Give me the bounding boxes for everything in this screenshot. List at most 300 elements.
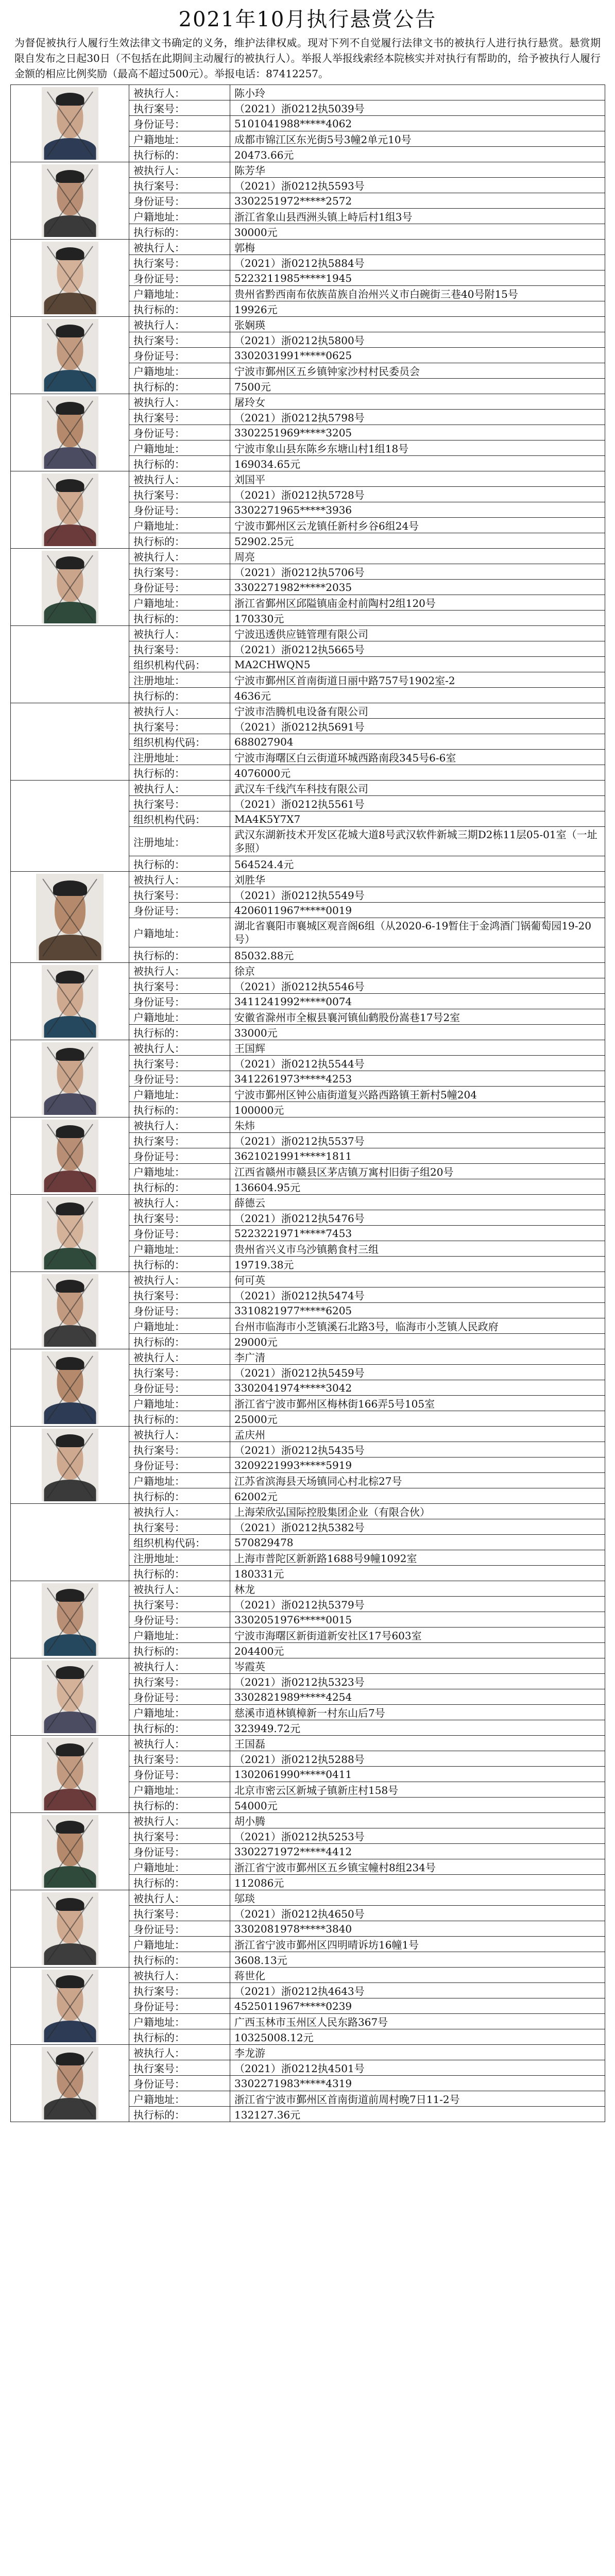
field-value-name: 张娴瑛 bbox=[230, 317, 605, 332]
field-label: 注册地址： bbox=[129, 672, 230, 688]
field-value-case: （2021）浙0212执5323号 bbox=[230, 1674, 605, 1689]
field-value-name: 刘胜华 bbox=[230, 872, 605, 887]
field-value-addr: 上海市普陀区新新路1688号9幢1092室 bbox=[230, 1550, 605, 1566]
field-label: 被执行人： bbox=[129, 872, 230, 887]
field-label: 注册地址： bbox=[129, 827, 230, 856]
field-value-addr: 浙江省象山县西洲头镇上峙后村1组3号 bbox=[230, 209, 605, 224]
field-label: 执行案号： bbox=[129, 1906, 230, 1921]
field-label: 户籍地址： bbox=[129, 363, 230, 379]
field-label: 执行标的： bbox=[129, 1798, 230, 1813]
field-value-addr: 浙江省宁波市鄞州区五乡镇宝幢村8组234号 bbox=[230, 1859, 605, 1875]
person-photo bbox=[42, 1970, 98, 2042]
field-label: 身份证号： bbox=[129, 994, 230, 1009]
photo-cell bbox=[11, 1040, 129, 1117]
record-row bbox=[11, 963, 605, 978]
field-value-amount: 25000元 bbox=[230, 1411, 605, 1427]
field-label: 身份证号： bbox=[129, 1380, 230, 1396]
field-value-id: 3302271965*****3936 bbox=[230, 502, 605, 518]
field-value-id: 3302031991*****0625 bbox=[230, 348, 605, 363]
field-value-name: 王国磊 bbox=[230, 1736, 605, 1751]
field-value-amount: 19926元 bbox=[230, 301, 605, 317]
field-label: 身份证号： bbox=[129, 270, 230, 286]
photo-cell bbox=[11, 872, 129, 963]
photo-hair bbox=[56, 2053, 84, 2065]
field-value-name: 屠玲女 bbox=[230, 394, 605, 410]
field-label: 执行标的： bbox=[129, 765, 230, 781]
photo-hair bbox=[56, 1821, 84, 1834]
field-value-case: （2021）浙0212执5665号 bbox=[230, 641, 605, 657]
person-photo bbox=[42, 87, 98, 160]
field-value-case: （2021）浙0212执4650号 bbox=[230, 1906, 605, 1921]
field-label: 被执行人： bbox=[129, 471, 230, 487]
field-value-org: MA2CHWQN5 bbox=[230, 657, 605, 672]
photo-hair bbox=[56, 1589, 84, 1602]
field-label: 身份证号： bbox=[129, 116, 230, 131]
field-label: 身份证号： bbox=[129, 2076, 230, 2091]
field-value-addr: 江西省赣州市赣县区茅店镇万寓村旧街子组20号 bbox=[230, 1164, 605, 1179]
field-label: 户籍地址： bbox=[129, 1473, 230, 1488]
photo-cell-empty bbox=[11, 703, 129, 781]
field-value-addr: 武汉东湖新技术开发区花城大道8号武汉软件新城三期D2栋11层05-01室（一址多照） bbox=[230, 827, 605, 856]
field-label: 被执行人： bbox=[129, 549, 230, 564]
field-label: 执行标的： bbox=[129, 1025, 230, 1040]
field-value-id: 3412261973*****4253 bbox=[230, 1071, 605, 1087]
person-photo bbox=[42, 1815, 98, 1888]
record-row bbox=[11, 1272, 605, 1287]
person-photo bbox=[42, 1197, 98, 1269]
field-value-amount: 112086元 bbox=[230, 1875, 605, 1890]
field-value-addr: 宁波市鄞州区首南街道日丽中路757号1902室-2 bbox=[230, 672, 605, 688]
field-value-addr: 宁波市海曙区新街道新安社区17号603室 bbox=[230, 1628, 605, 1643]
field-label: 户籍地址： bbox=[129, 1318, 230, 1334]
field-value-id: 3302081978*****3840 bbox=[230, 1921, 605, 1937]
field-label: 执行标的： bbox=[129, 1643, 230, 1658]
field-value-id: 4525011967*****0239 bbox=[230, 1998, 605, 2014]
photo-hair bbox=[56, 556, 84, 569]
field-value-id: 5101041988*****4062 bbox=[230, 116, 605, 131]
field-label: 执行案号： bbox=[129, 796, 230, 811]
field-label: 身份证号： bbox=[129, 348, 230, 363]
field-value-id: 5223211985*****1945 bbox=[230, 270, 605, 286]
field-label: 被执行人： bbox=[129, 1272, 230, 1287]
field-label: 户籍地址： bbox=[129, 2014, 230, 2029]
field-label: 执行案号： bbox=[129, 1133, 230, 1148]
field-value-name: 薛德云 bbox=[230, 1195, 605, 1210]
field-value-addr: 浙江省宁波市鄞州区首南街道前周村晚7日11-2号 bbox=[230, 2091, 605, 2107]
field-label: 身份证号： bbox=[129, 1148, 230, 1164]
field-value-org: MA4K5Y7X7 bbox=[230, 811, 605, 827]
record-row bbox=[11, 162, 605, 178]
person-photo bbox=[36, 874, 104, 960]
field-label: 执行案号： bbox=[129, 487, 230, 502]
photo-hair bbox=[56, 1434, 84, 1447]
field-value-amount: 180331元 bbox=[230, 1566, 605, 1581]
field-value-name: 邬琰 bbox=[230, 1890, 605, 1906]
field-value-addr: 宁波市鄞州区五乡镇钟家沙村村民委员会 bbox=[230, 363, 605, 379]
field-value-id: 3209221993*****5919 bbox=[230, 1458, 605, 1473]
photo-cell bbox=[11, 1349, 129, 1427]
field-label: 户籍地址： bbox=[129, 518, 230, 533]
photo-hair bbox=[56, 93, 84, 106]
field-label: 执行案号： bbox=[129, 178, 230, 193]
photo-hair bbox=[56, 1743, 84, 1756]
field-value-addr: 贵州省兴义市乌沙镇鹅食村三组 bbox=[230, 1241, 605, 1257]
photo-cell bbox=[11, 471, 129, 549]
photo-cell bbox=[11, 963, 129, 1040]
field-value-name: 上海荣欣弘国际控股集团企业（有限合伙） bbox=[230, 1504, 605, 1519]
intro-text: 为督促被执行人履行生效法律文书确定的义务，维护法律权威。现对下列不自觉履行法律文书的被执行人进行执行悬赏。悬赏期限自发布之日起30日（不包括在此期间主动履行的被执行人）。举报人举报线索经本院核实并对执行有帮助的，给予被执行人履行金额的相应比例奖励（最高不超过500元）。举报电话：87412257。 bbox=[14, 37, 601, 80]
field-label: 被执行人： bbox=[129, 240, 230, 255]
field-label: 执行标的： bbox=[129, 688, 230, 703]
field-value-name: 徐京 bbox=[230, 963, 605, 978]
field-value-addr: 北京市密云区新城子镇新庄村158号 bbox=[230, 1782, 605, 1798]
field-value-id: 1302061990*****0411 bbox=[230, 1767, 605, 1782]
field-label: 被执行人： bbox=[129, 1968, 230, 1983]
field-label: 执行案号： bbox=[129, 978, 230, 994]
record-row bbox=[11, 85, 605, 100]
field-label: 执行标的： bbox=[129, 456, 230, 471]
field-label: 身份证号： bbox=[129, 580, 230, 595]
person-photo bbox=[42, 473, 98, 546]
field-value-name: 王国辉 bbox=[230, 1040, 605, 1056]
person-photo bbox=[42, 551, 98, 623]
field-value-addr: 慈溪市逍林镇樟新一村东山后7号 bbox=[230, 1705, 605, 1720]
field-label: 注册地址： bbox=[129, 1550, 230, 1566]
field-value-addr: 成都市锦江区东光街5号3幢2单元10号 bbox=[230, 131, 605, 147]
field-value-case: （2021）浙0212执5593号 bbox=[230, 178, 605, 193]
field-label: 注册地址： bbox=[129, 750, 230, 765]
field-value-name: 周亮 bbox=[230, 549, 605, 564]
field-value-addr: 安徽省滁州市全椒县襄河镇仙鹤股份嵩巷17号2室 bbox=[230, 1009, 605, 1025]
field-value-amount: 20473.66元 bbox=[230, 147, 605, 162]
field-value-case: （2021）浙0212执5474号 bbox=[230, 1287, 605, 1303]
record-row bbox=[11, 1968, 605, 1983]
field-value-case: （2021）浙0212执5253号 bbox=[230, 1828, 605, 1844]
field-value-amount: 62002元 bbox=[230, 1488, 605, 1504]
field-value-id: 4206011967*****0019 bbox=[230, 903, 605, 918]
field-value-org: 570829478 bbox=[230, 1535, 605, 1550]
photo-hair bbox=[56, 1125, 84, 1138]
photo-hair bbox=[56, 325, 84, 337]
field-label: 户籍地址： bbox=[129, 2091, 230, 2107]
person-photo bbox=[42, 1429, 98, 1501]
field-label: 执行标的： bbox=[129, 1334, 230, 1349]
field-label: 被执行人： bbox=[129, 1195, 230, 1210]
field-label: 执行案号： bbox=[129, 1365, 230, 1380]
field-value-amount: 29000元 bbox=[230, 1334, 605, 1349]
photo-hair bbox=[56, 1280, 84, 1293]
field-value-id: 3310821977*****6205 bbox=[230, 1303, 605, 1318]
field-value-id: 3302041974*****3042 bbox=[230, 1380, 605, 1396]
person-photo bbox=[42, 1042, 98, 1115]
field-label: 身份证号： bbox=[129, 1458, 230, 1473]
field-label: 执行标的： bbox=[129, 301, 230, 317]
field-label: 户籍地址： bbox=[129, 918, 230, 947]
record-row bbox=[11, 781, 605, 796]
field-value-addr: 宁波市海曙区白云街道环城西路南段345号6-6室 bbox=[230, 750, 605, 765]
photo-cell bbox=[11, 317, 129, 394]
field-label: 执行案号： bbox=[129, 1983, 230, 1998]
record-row bbox=[11, 1117, 605, 1133]
field-label: 执行标的： bbox=[129, 2107, 230, 2122]
photo-cell bbox=[11, 1968, 129, 2045]
field-label: 执行案号： bbox=[129, 1287, 230, 1303]
field-value-id: 3302251972*****2572 bbox=[230, 193, 605, 209]
field-value-addr: 浙江省宁波市鄞州区四明晴诉坊16幢1号 bbox=[230, 1937, 605, 1952]
field-label: 执行标的： bbox=[129, 1179, 230, 1195]
field-value-name: 何可英 bbox=[230, 1272, 605, 1287]
field-value-case: （2021）浙0212执5800号 bbox=[230, 332, 605, 348]
notice-table bbox=[10, 84, 605, 2122]
field-value-case: （2021）浙0212执5798号 bbox=[230, 410, 605, 425]
field-value-amount: 10325008.12元 bbox=[230, 2029, 605, 2045]
photo-cell bbox=[11, 162, 129, 240]
field-label: 执行案号： bbox=[129, 2060, 230, 2076]
photo-cell-empty bbox=[11, 781, 129, 872]
field-label: 户籍地址： bbox=[129, 131, 230, 147]
field-label: 执行案号： bbox=[129, 1519, 230, 1535]
field-value-name: 刘国平 bbox=[230, 471, 605, 487]
field-value-addr: 宁波市象山县东陈乡东塘山村1组18号 bbox=[230, 440, 605, 456]
record-row bbox=[11, 2045, 605, 2060]
field-label: 执行标的： bbox=[129, 1566, 230, 1581]
record-row bbox=[11, 394, 605, 410]
field-value-id: 5223221971*****7453 bbox=[230, 1226, 605, 1241]
field-label: 被执行人： bbox=[129, 626, 230, 641]
person-photo bbox=[42, 1351, 98, 1424]
field-value-name: 陈芳华 bbox=[230, 162, 605, 178]
photo-cell bbox=[11, 2045, 129, 2122]
field-value-id: 3302271983*****4319 bbox=[230, 2076, 605, 2091]
person-photo bbox=[42, 1892, 98, 1965]
field-value-amount: 136604.95元 bbox=[230, 1179, 605, 1195]
field-label: 执行标的： bbox=[129, 379, 230, 394]
field-value-amount: 170330元 bbox=[230, 611, 605, 626]
field-label: 执行标的： bbox=[129, 1720, 230, 1736]
photo-cell bbox=[11, 1427, 129, 1504]
field-value-case: （2021）浙0212执5561号 bbox=[230, 796, 605, 811]
field-label: 执行案号： bbox=[129, 641, 230, 657]
person-photo bbox=[42, 1660, 98, 1733]
field-value-name: 陈小玲 bbox=[230, 85, 605, 100]
field-label: 执行标的： bbox=[129, 1875, 230, 1890]
field-value-amount: 323949.72元 bbox=[230, 1720, 605, 1736]
field-label: 执行案号： bbox=[129, 719, 230, 734]
field-value-amount: 100000元 bbox=[230, 1102, 605, 1117]
person-photo bbox=[42, 319, 98, 392]
photo-hair bbox=[53, 880, 87, 896]
field-value-amount: 4076000元 bbox=[230, 765, 605, 781]
field-label: 执行案号： bbox=[129, 410, 230, 425]
field-value-addr: 广西玉林市玉州区人民东路367号 bbox=[230, 2014, 605, 2029]
field-value-amount: 169034.65元 bbox=[230, 456, 605, 471]
field-label: 被执行人： bbox=[129, 963, 230, 978]
field-value-case: （2021）浙0212执5706号 bbox=[230, 564, 605, 580]
field-value-name: 胡小腾 bbox=[230, 1813, 605, 1828]
field-label: 身份证号： bbox=[129, 1612, 230, 1628]
field-label: 身份证号： bbox=[129, 1767, 230, 1782]
record-row bbox=[11, 240, 605, 255]
field-value-name: 岑霞英 bbox=[230, 1658, 605, 1674]
field-label: 户籍地址： bbox=[129, 440, 230, 456]
photo-cell bbox=[11, 85, 129, 162]
field-label: 被执行人： bbox=[129, 1813, 230, 1828]
field-value-id: 3302251969*****3205 bbox=[230, 425, 605, 440]
field-value-case: （2021）浙0212执5549号 bbox=[230, 887, 605, 903]
record-row bbox=[11, 1349, 605, 1365]
field-label: 身份证号： bbox=[129, 1226, 230, 1241]
field-label: 执行案号： bbox=[129, 255, 230, 270]
field-value-name: 蒋世化 bbox=[230, 1968, 605, 1983]
field-value-id: 3411241992*****0074 bbox=[230, 994, 605, 1009]
field-value-id: 3621021991*****1811 bbox=[230, 1148, 605, 1164]
field-label: 户籍地址： bbox=[129, 1628, 230, 1643]
field-value-amount: 564524.4元 bbox=[230, 856, 605, 872]
person-photo bbox=[42, 965, 98, 1038]
field-value-id: 3302051976*****0015 bbox=[230, 1612, 605, 1628]
field-value-case: （2021）浙0212执5728号 bbox=[230, 487, 605, 502]
field-label: 执行标的： bbox=[129, 1257, 230, 1272]
person-photo bbox=[42, 1274, 98, 1347]
field-value-case: （2021）浙0212执4501号 bbox=[230, 2060, 605, 2076]
field-label: 执行标的： bbox=[129, 611, 230, 626]
field-label: 被执行人： bbox=[129, 1658, 230, 1674]
photo-cell bbox=[11, 1272, 129, 1349]
field-value-case: （2021）浙0212执4643号 bbox=[230, 1983, 605, 1998]
field-label: 被执行人： bbox=[129, 1736, 230, 1751]
field-value-name: 宁波迅透供应链管理有限公司 bbox=[230, 626, 605, 641]
record-row bbox=[11, 471, 605, 487]
field-label: 执行案号： bbox=[129, 100, 230, 116]
field-value-case: （2021）浙0212执5459号 bbox=[230, 1365, 605, 1380]
photo-hair bbox=[56, 170, 84, 183]
field-label: 户籍地址： bbox=[129, 1937, 230, 1952]
field-value-amount: 52902.25元 bbox=[230, 533, 605, 549]
field-label: 组织机构代码： bbox=[129, 734, 230, 750]
field-label: 户籍地址： bbox=[129, 1859, 230, 1875]
field-label: 身份证号： bbox=[129, 1689, 230, 1705]
field-value-case: （2021）浙0212执5435号 bbox=[230, 1442, 605, 1458]
field-value-id: 3302271982*****2035 bbox=[230, 580, 605, 595]
field-label: 执行案号： bbox=[129, 1597, 230, 1612]
field-label: 身份证号： bbox=[129, 903, 230, 918]
field-label: 户籍地址： bbox=[129, 1396, 230, 1411]
field-value-case: （2021）浙0212执5288号 bbox=[230, 1751, 605, 1767]
field-value-name: 朱炜 bbox=[230, 1117, 605, 1133]
person-photo bbox=[42, 2047, 98, 2120]
photo-hair bbox=[56, 1357, 84, 1370]
field-label: 执行案号： bbox=[129, 1210, 230, 1226]
field-value-case: （2021）浙0212执5544号 bbox=[230, 1056, 605, 1071]
photo-cell bbox=[11, 1117, 129, 1195]
field-label: 被执行人： bbox=[129, 85, 230, 100]
field-value-name: 李龙游 bbox=[230, 2045, 605, 2060]
field-value-addr: 贵州省黔西南布依族苗族自治州兴义市白碗街三巷40号附15号 bbox=[230, 286, 605, 301]
record-row bbox=[11, 1581, 605, 1597]
field-label: 执行标的： bbox=[129, 147, 230, 162]
field-value-addr: 湖北省襄阳市襄城区观音阁6组（从2020-6-19暂住于金鸿酒门锅葡萄园19-20号） bbox=[230, 918, 605, 947]
photo-hair bbox=[56, 1898, 84, 1911]
record-row bbox=[11, 1040, 605, 1056]
field-value-name: 林龙 bbox=[230, 1581, 605, 1597]
field-value-amount: 4636元 bbox=[230, 688, 605, 703]
field-label: 身份证号： bbox=[129, 1071, 230, 1087]
field-value-name: 孟庆州 bbox=[230, 1427, 605, 1442]
field-label: 执行标的： bbox=[129, 856, 230, 872]
field-value-amount: 19719.38元 bbox=[230, 1257, 605, 1272]
field-label: 户籍地址： bbox=[129, 286, 230, 301]
person-photo bbox=[42, 1738, 98, 1810]
record-row bbox=[11, 1427, 605, 1442]
field-label: 户籍地址： bbox=[129, 595, 230, 611]
field-value-addr: 宁波市鄞州区云龙镇任新村乡谷6组24号 bbox=[230, 518, 605, 533]
photo-cell-empty bbox=[11, 1504, 129, 1581]
field-label: 被执行人： bbox=[129, 1349, 230, 1365]
field-value-id: 3302821989*****4254 bbox=[230, 1689, 605, 1705]
field-label: 执行案号： bbox=[129, 887, 230, 903]
record-row bbox=[11, 549, 605, 564]
field-label: 身份证号： bbox=[129, 425, 230, 440]
field-value-case: （2021）浙0212执5039号 bbox=[230, 100, 605, 116]
field-label: 执行标的： bbox=[129, 1411, 230, 1427]
record-row bbox=[11, 1813, 605, 1828]
field-value-case: （2021）浙0212执5546号 bbox=[230, 978, 605, 994]
field-label: 户籍地址： bbox=[129, 1164, 230, 1179]
field-value-name: 郭梅 bbox=[230, 240, 605, 255]
field-label: 被执行人： bbox=[129, 1427, 230, 1442]
field-value-amount: 204400元 bbox=[230, 1643, 605, 1658]
field-label: 执行案号： bbox=[129, 1056, 230, 1071]
field-label: 执行标的： bbox=[129, 533, 230, 549]
field-value-case: （2021）浙0212执5476号 bbox=[230, 1210, 605, 1226]
record-row bbox=[11, 1890, 605, 1906]
photo-hair bbox=[56, 247, 84, 260]
record-row bbox=[11, 1658, 605, 1674]
field-value-case: （2021）浙0212执5884号 bbox=[230, 255, 605, 270]
field-label: 被执行人： bbox=[129, 1581, 230, 1597]
photo-cell bbox=[11, 1581, 129, 1658]
field-label: 组织机构代码： bbox=[129, 657, 230, 672]
field-label: 被执行人： bbox=[129, 1890, 230, 1906]
person-photo bbox=[42, 1583, 98, 1656]
field-value-name: 武汉车千线汽车科技有限公司 bbox=[230, 781, 605, 796]
field-value-name: 宁波市浩腾机电设备有限公司 bbox=[230, 703, 605, 719]
field-value-id: 3302271972*****4412 bbox=[230, 1844, 605, 1859]
person-photo bbox=[42, 1120, 98, 1192]
field-value-case: （2021）浙0212执5537号 bbox=[230, 1133, 605, 1148]
photo-hair bbox=[56, 1048, 84, 1061]
field-label: 被执行人： bbox=[129, 1040, 230, 1056]
record-row bbox=[11, 626, 605, 641]
photo-cell bbox=[11, 394, 129, 471]
photo-hair bbox=[56, 971, 84, 984]
field-value-case: （2021）浙0212执5382号 bbox=[230, 1519, 605, 1535]
field-label: 被执行人： bbox=[129, 317, 230, 332]
field-label: 被执行人： bbox=[129, 394, 230, 410]
field-label: 被执行人： bbox=[129, 1504, 230, 1519]
field-value-amount: 54000元 bbox=[230, 1798, 605, 1813]
photo-hair bbox=[56, 1975, 84, 1988]
field-label: 户籍地址： bbox=[129, 1705, 230, 1720]
field-label: 被执行人： bbox=[129, 162, 230, 178]
field-value-addr: 宁波市鄞州区钟公庙街道复兴路西路镇王新村5幢204 bbox=[230, 1087, 605, 1102]
field-value-amount: 85032.88元 bbox=[230, 947, 605, 963]
field-label: 执行案号： bbox=[129, 1674, 230, 1689]
field-value-amount: 33000元 bbox=[230, 1025, 605, 1040]
field-label: 执行案号： bbox=[129, 1828, 230, 1844]
photo-cell bbox=[11, 549, 129, 626]
page-title: 2021年10月执行悬赏公告 bbox=[178, 8, 437, 31]
